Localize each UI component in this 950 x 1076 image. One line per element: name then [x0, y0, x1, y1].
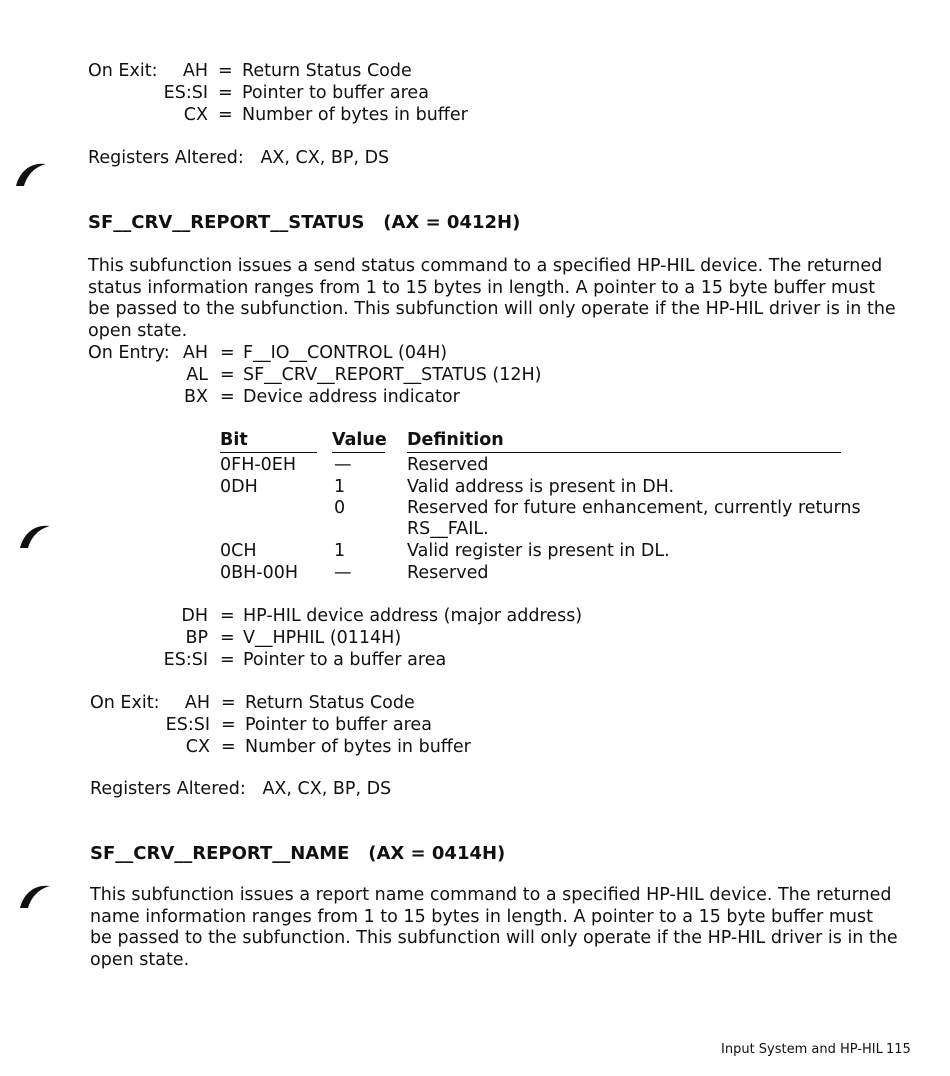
- binding-hole-mark-1: [14, 160, 48, 188]
- register-name: BP: [185, 628, 208, 648]
- section-heading-report-status: SF__CRV__REPORT__STATUS (AX = 0412H): [88, 212, 521, 233]
- register-name: AH: [184, 693, 210, 713]
- register-name: AH: [182, 61, 208, 81]
- table-header-rule-bit: [220, 452, 317, 453]
- equals-sign: =: [220, 628, 235, 648]
- table-cell-definition: Reserved for future enhancement, currently returns: [407, 498, 861, 518]
- table-cell-definition: Reserved: [407, 455, 489, 475]
- table-cell-definition: Valid address is present in DH.: [407, 477, 675, 497]
- register-name: ES:SI: [165, 715, 210, 735]
- table-cell-value: 0: [334, 498, 346, 518]
- register-description: Number of bytes in buffer: [242, 105, 468, 125]
- equals-sign: =: [218, 105, 233, 125]
- section-paragraph: This subfunction issues a send status command to a specified HP-HIL device. The returned status information ranges from 1 to 15 bytes in length. A pointer to a 15 byte buffer must be passed to the subfunction. This subfunction will only operate if the HP-HIL driver is in the open state.: [88, 256, 896, 342]
- equals-sign: =: [220, 650, 235, 670]
- table-cell-definition: RS__FAIL.: [407, 519, 489, 539]
- equals-sign: =: [220, 365, 235, 385]
- table-cell-definition: Reserved: [407, 563, 489, 583]
- table-cell-bit: 0FH-0EH: [220, 455, 297, 475]
- table-header-value: Value: [332, 430, 387, 450]
- register-description: Return Status Code: [242, 61, 412, 81]
- equals-sign: =: [221, 737, 236, 757]
- table-cell-definition: Valid register is present in DL.: [407, 541, 670, 561]
- register-description: Number of bytes in buffer: [245, 737, 471, 757]
- equals-sign: =: [218, 83, 233, 103]
- register-description: V__HPHIL (0114H): [243, 628, 402, 648]
- equals-sign: =: [220, 606, 235, 626]
- table-header-bit: Bit: [220, 430, 248, 450]
- register-name: CX: [185, 737, 210, 757]
- register-name: CX: [183, 105, 208, 125]
- table-cell-value: 1: [334, 477, 346, 497]
- register-name: DH: [181, 606, 208, 626]
- register-description: Pointer to a buffer area: [243, 650, 447, 670]
- binding-hole-mark-3: [18, 882, 52, 910]
- equals-sign: =: [221, 693, 236, 713]
- register-description: Return Status Code: [245, 693, 415, 713]
- binding-hole-mark-2: [18, 522, 52, 550]
- table-header-rule-definition: [407, 452, 841, 453]
- register-description: Pointer to buffer area: [245, 715, 432, 735]
- equals-sign: =: [220, 343, 235, 363]
- register-description: Device address indicator: [243, 387, 460, 407]
- register-description: SF__CRV__REPORT__STATUS (12H): [243, 365, 542, 385]
- register-name: ES:SI: [163, 650, 208, 670]
- on-entry-label: On Entry:: [88, 343, 170, 363]
- registers-altered: Registers Altered: AX, CX, BP, DS: [88, 148, 390, 168]
- register-description: Pointer to buffer area: [242, 83, 429, 103]
- table-cell-bit: 0CH: [220, 541, 257, 561]
- table-cell-bit: 0BH-00H: [220, 563, 299, 583]
- registers-altered: Registers Altered: AX, CX, BP, DS: [90, 779, 392, 799]
- on-exit-label: On Exit:: [90, 693, 160, 713]
- table-cell-bit: 0DH: [220, 477, 258, 497]
- table-cell-value: —: [334, 563, 352, 583]
- register-description: HP-HIL device address (major address): [243, 606, 583, 626]
- footer-section-name: Input System and HP-HIL: [721, 1042, 883, 1057]
- section-paragraph: This subfunction issues a report name command to a specified HP-HIL device. The returned name information ranges from 1 to 15 bytes in length. A pointer to a 15 byte buffer must be passed to the subfunction. This subfunction will only operate if the HP-HIL driver is in the open state.: [90, 885, 898, 971]
- equals-sign: =: [220, 387, 235, 407]
- register-name: ES:SI: [163, 83, 208, 103]
- table-header-rule-value: [332, 452, 385, 453]
- equals-sign: =: [218, 61, 233, 81]
- equals-sign: =: [221, 715, 236, 735]
- table-cell-value: —: [334, 455, 352, 475]
- register-name: BX: [184, 387, 208, 407]
- section-heading-report-name: SF__CRV__REPORT__NAME (AX = 0414H): [90, 843, 506, 864]
- table-cell-value: 1: [334, 541, 346, 561]
- on-exit-label: On Exit:: [88, 61, 158, 81]
- register-description: F__IO__CONTROL (04H): [243, 343, 448, 363]
- register-name: AL: [186, 365, 208, 385]
- register-name: AH: [182, 343, 208, 363]
- page-number: 115: [886, 1042, 911, 1057]
- table-header-definition: Definition: [407, 430, 504, 450]
